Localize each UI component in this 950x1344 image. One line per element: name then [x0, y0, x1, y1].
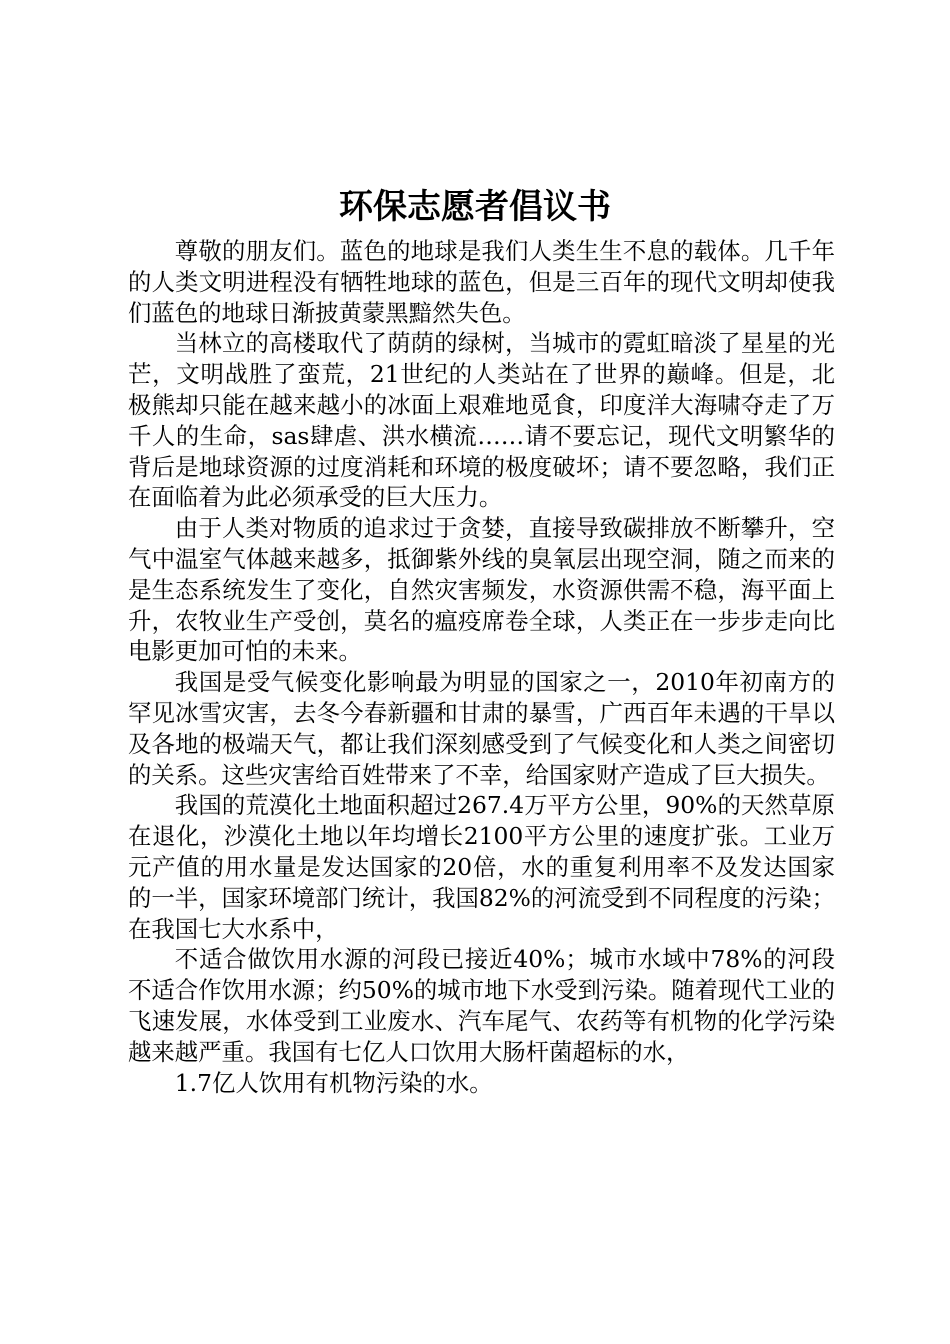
paragraph-china-disasters: 我国是受气候变化影响最为明显的国家之一，2010年初南方的罕见冰雪灾害，去冬今春新疆和甘肃的暴雪，广西百年未遇的干旱以及各地的极端天气，都让我们深刻感受到了气候变化和人类之间密切的关系。这些灾害给百姓带来了不幸，给国家财产造成了巨大损失。: [128, 668, 835, 789]
document-body: [128, 236, 835, 1098]
paragraph-organic-pollution: 1.7亿人饮用有机物污染的水。: [174, 1068, 493, 1097]
document-title: 环保志愿者倡议书: [339, 187, 611, 227]
paragraph-desertification: 我国的荒漠化土地面积超过267.4万平方公里，90%的天然草原在退化，沙漠化土地以年均增长2100平方公里的速度扩张。工业万元产值的用水量是发达国家的20倍，水的重复利用率不及发达国家的一半，国家环境部门统计，我国82%的河流受到不同程度的污染；在我国七大水系中，: [128, 791, 835, 943]
paragraph-water-pollution: 不适合做饮用水源的河段已接近40%；城市水域中78%的河段不适合作饮用水源；约50%的城市地下水受到污染。随着现代工业的飞速发展，水体受到工业废水、汽车尾气、农药等有机物的化学污染越来越严重。我国有七亿人口饮用大肠杆菌超标的水，: [128, 945, 835, 1066]
paragraph-modern-civilization: 当林立的高楼取代了荫荫的绿树，当城市的霓虹暗淡了星星的光芒，文明战胜了蛮荒，21世纪的人类站在了世界的巅峰。但是，北极熊却只能在越来越小的冰面上艰难地觅食，印度洋大海啸夺走了万千人的生命，sas肆虐、洪水横流……请不要忘记，现代文明繁华的背后是地球资源的过度消耗和环境的极度破坏；请不要忽略，我们正在面临着为此必须承受的巨大压力。: [128, 329, 835, 512]
paragraph-intro: 尊敬的朋友们。蓝色的地球是我们人类生生不息的载体。几千年的人类文明进程没有牺牲地球的蓝色，但是三百年的现代文明却使我们蓝色的地球日渐披黄蒙黑黯然失色。: [128, 237, 835, 327]
paragraph-climate-change: 由于人类对物质的追求过于贪婪，直接导致碳排放不断攀升，空气中温室气体越来越多，抵御紫外线的臭氧层出现空洞，随之而来的是生态系统发生了变化，自然灾害频发，水资源供需不稳，海平面上升，农牧业生产受创，莫名的瘟疫席卷全球，人类正在一步步走向比电影更加可怕的未来。: [128, 514, 835, 666]
